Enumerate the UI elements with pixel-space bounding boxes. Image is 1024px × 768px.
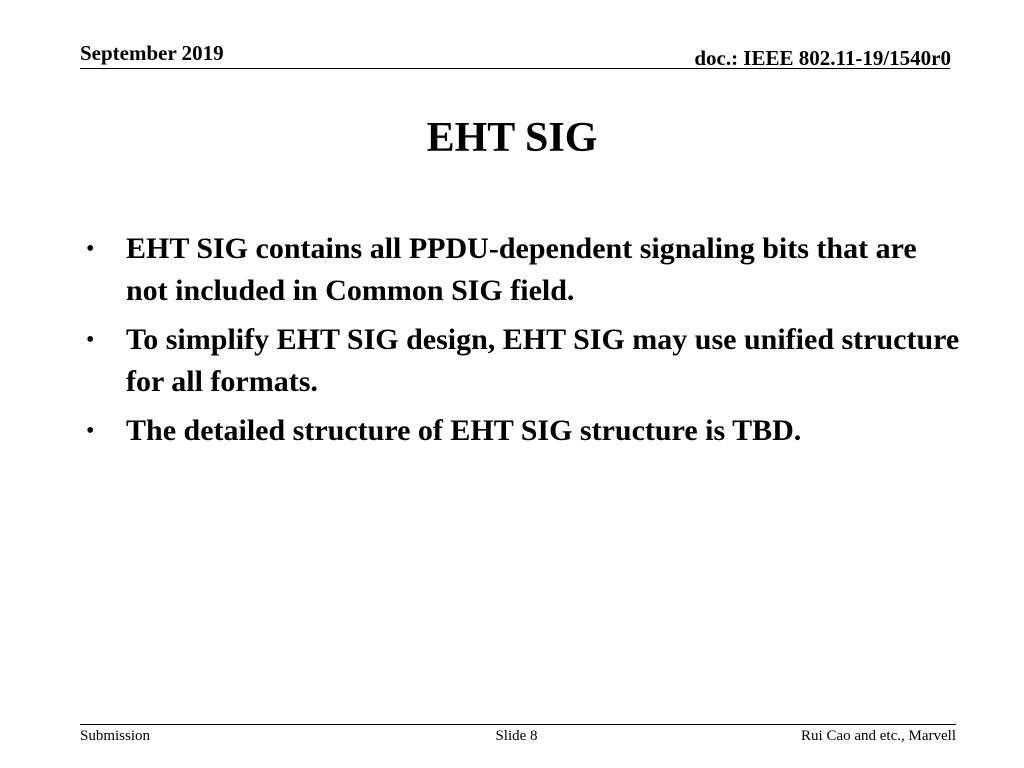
bullet-text: The detailed structure of EHT SIG structure is TBD. (126, 414, 802, 447)
bullet-text: EHT SIG contains all PPDU-dependent signaling bits that are not included in Common SIG field. (126, 232, 917, 307)
bullet-dot-icon: • (86, 327, 95, 353)
header-date: September 2019 (80, 41, 224, 65)
slide-title: EHT SIG (426, 115, 598, 161)
header-document-id: doc.: IEEE 802.11-19/1540r0 (694, 46, 951, 70)
header-divider (80, 68, 950, 69)
bullet-item (80, 228, 960, 312)
bullet-item (80, 410, 960, 452)
bullet-list (80, 228, 960, 459)
footer-slide-number: Slide 8 (495, 728, 538, 744)
bullet-text: To simplify EHT SIG design, EHT SIG may use unified structure for all formats. (126, 323, 960, 398)
bullet-dot-icon: • (86, 236, 95, 262)
footer-submission: Submission (80, 728, 151, 744)
footer-author: Rui Cao and etc., Marvell (801, 728, 956, 744)
footer-divider (80, 724, 956, 725)
bullet-dot-icon: • (86, 418, 95, 444)
bullet-item (80, 319, 960, 403)
